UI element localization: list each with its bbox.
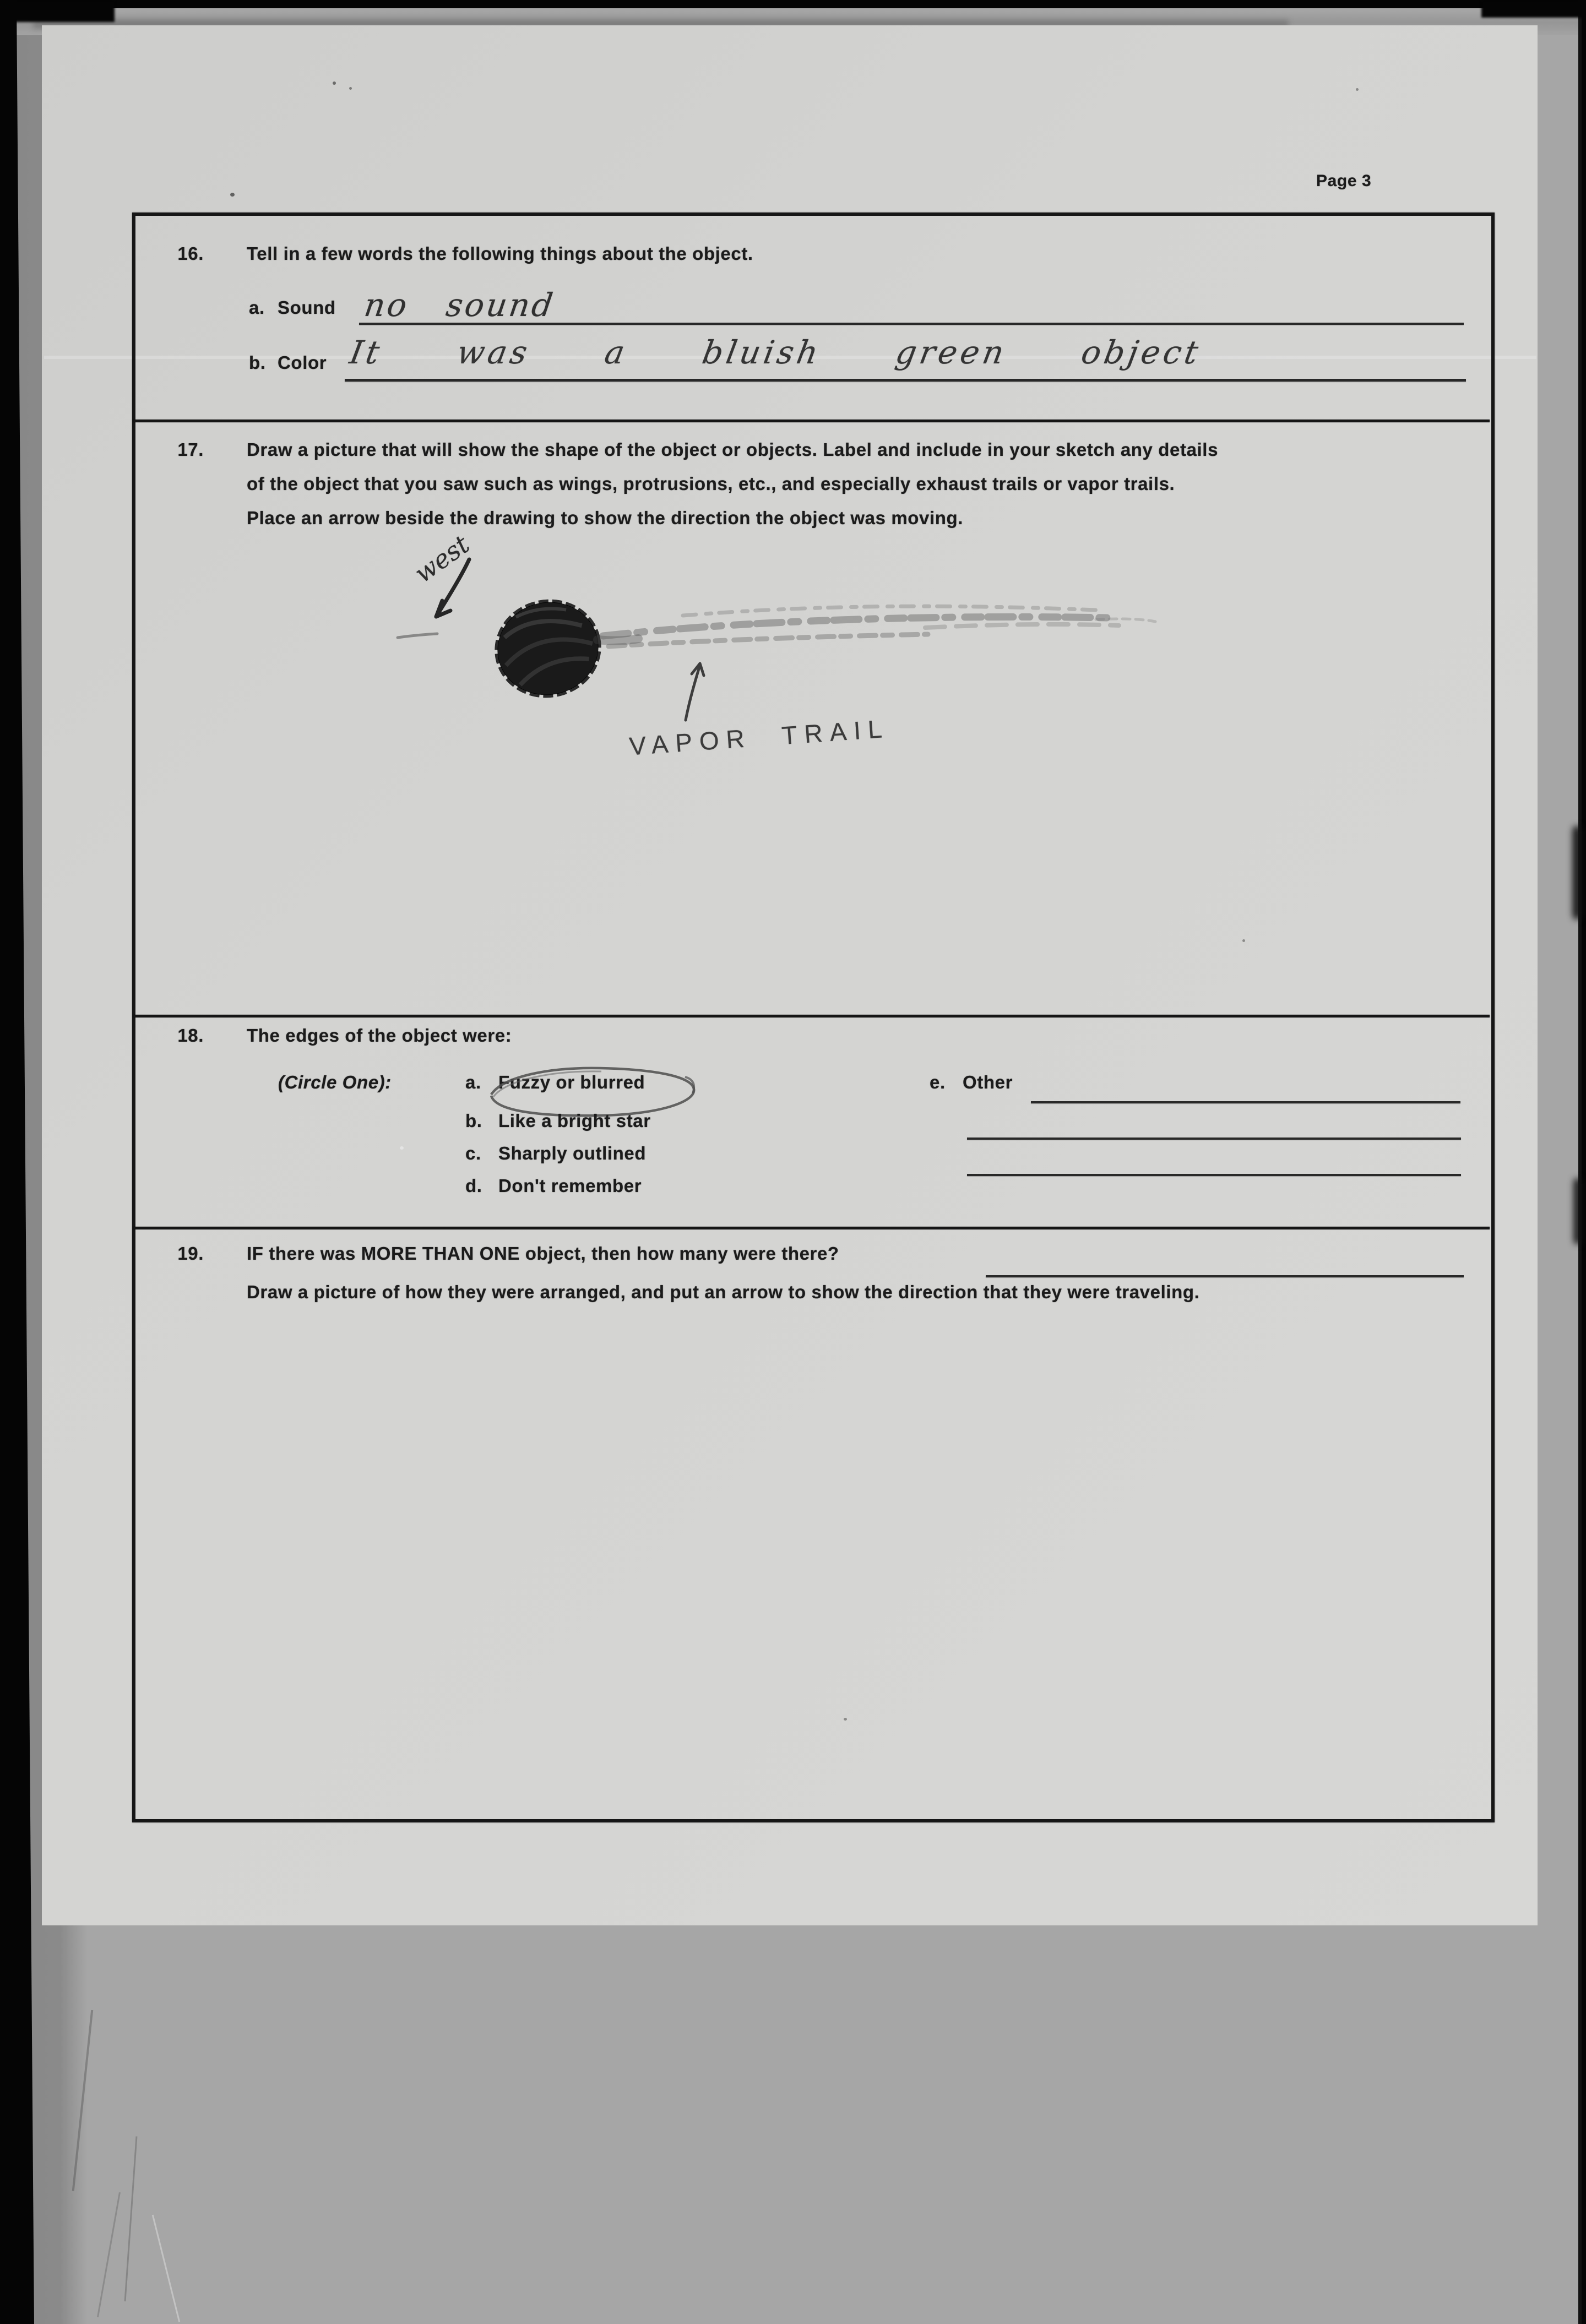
scan-corner-top-left <box>0 0 115 22</box>
q16-text: Tell in a few words the following things about the object. <box>247 243 753 264</box>
q18-option-e-label: Other <box>963 1072 1013 1092</box>
q19-line2: Draw a picture of how they were arranged, and put an arrow to show the direction that they were traveling. <box>247 1282 1200 1302</box>
q18-option-e-letter: e. <box>930 1072 946 1092</box>
scan-smudge <box>1574 1178 1582 1244</box>
scan-corner-top-right <box>1481 0 1586 18</box>
how-many-answer-line <box>986 1275 1464 1277</box>
q16-number: 16. <box>177 243 204 264</box>
scan-smudge <box>1573 826 1582 919</box>
q18-option-c-letter: c. <box>465 1143 481 1163</box>
other-answer-line-3 <box>967 1174 1461 1176</box>
west-arrow <box>436 559 469 617</box>
q18-text: The edges of the object were: <box>247 1025 512 1046</box>
q19-number: 19. <box>177 1243 204 1264</box>
other-answer-line-1 <box>1031 1101 1460 1103</box>
section-divider-3 <box>134 1227 1490 1229</box>
dust-speck <box>1356 88 1359 91</box>
q17-line1: Draw a picture that will show the shape of the object or objects. Label and include in your sketch any details <box>247 439 1219 460</box>
q18-instruction: (Circle One): <box>278 1072 392 1092</box>
vapor-trail-annotation: VAPOR TRAIL <box>628 714 890 761</box>
sound-answer-handwriting: no sound <box>362 286 558 324</box>
q18-option-a-label: Fuzzy or blurred <box>498 1072 645 1092</box>
q16b-label: Color <box>278 352 327 373</box>
page-number: Page 3 <box>1316 172 1372 190</box>
q16a-letter: a. <box>249 297 265 318</box>
q16a-label: Sound <box>278 297 336 318</box>
dust-speck <box>333 81 336 85</box>
object-blob <box>487 591 609 705</box>
q17-line3: Place an arrow beside the drawing to show the direction the object was moving. <box>247 508 964 528</box>
q18-option-b-label: Like a bright star <box>498 1111 651 1131</box>
q17-number: 17. <box>177 439 204 460</box>
section-divider-2 <box>134 1015 1490 1017</box>
q19-line1: IF there was MORE THAN ONE object, then how many were there? <box>247 1243 839 1264</box>
color-answer-handwriting: It was a bluish green object <box>347 334 1204 371</box>
q18-option-d-label: Don't remember <box>498 1175 642 1196</box>
q18-option-b-letter: b. <box>465 1111 482 1131</box>
q18-option-a-letter: a. <box>465 1072 481 1092</box>
vapor-trail-smudge <box>598 606 1155 646</box>
scan-edge-top <box>0 0 1586 8</box>
q18-number: 18. <box>177 1025 204 1046</box>
other-answer-line-2 <box>967 1137 1461 1140</box>
q18-option-d-letter: d. <box>465 1175 482 1196</box>
section-divider-1 <box>134 420 1490 422</box>
q17-line2: of the object that you saw such as wings, protrusions, etc., and especially exhaust trails or vapor trails. <box>247 473 1175 494</box>
q18-option-c-label: Sharply outlined <box>498 1143 647 1163</box>
vapor-trail-arrow <box>686 663 704 720</box>
sketch-dash <box>398 634 437 638</box>
scan-edge-right <box>1578 0 1586 2324</box>
dust-speck <box>230 193 235 197</box>
dust-speck <box>349 87 352 90</box>
color-answer-line <box>345 379 1466 382</box>
q16b-letter: b. <box>249 352 266 373</box>
sketch-direction-label: west <box>409 529 475 589</box>
